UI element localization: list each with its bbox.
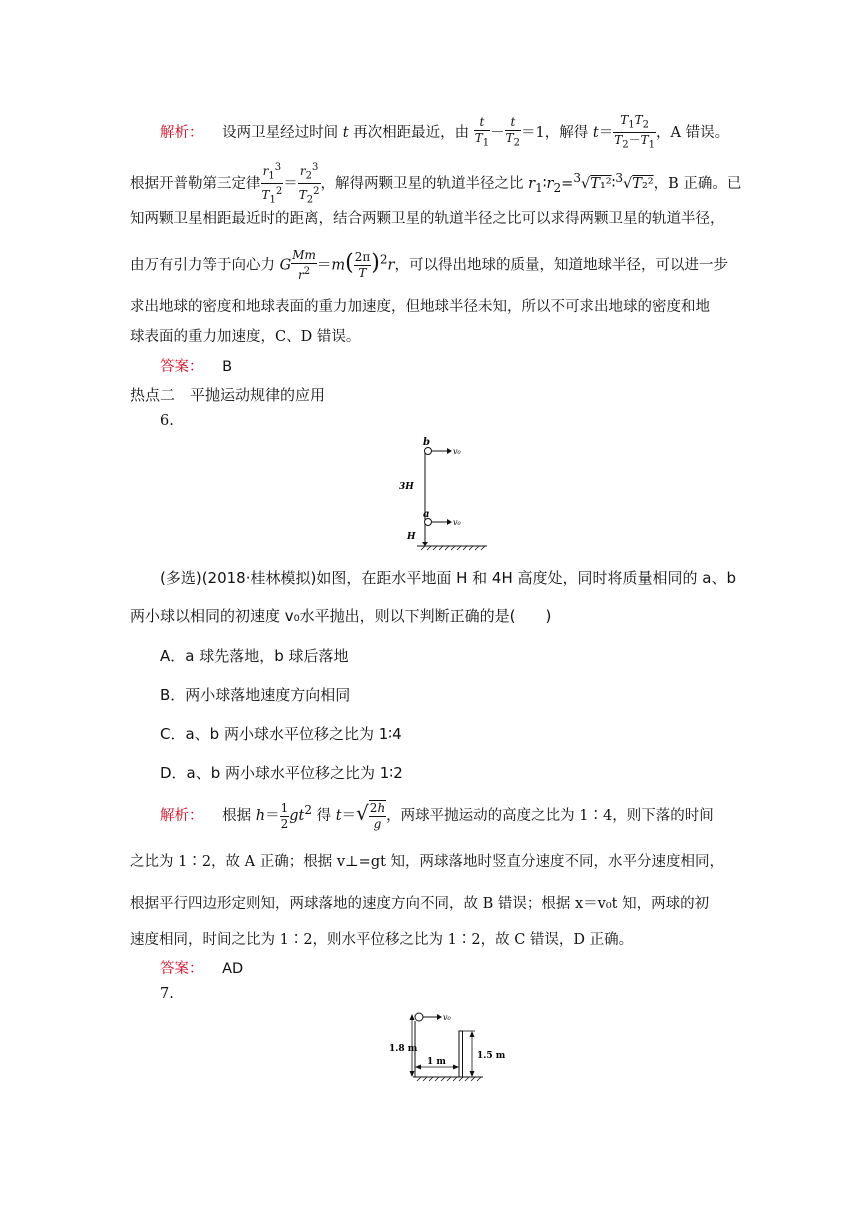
q6-option-c[interactable]: C．a、b 两小球水平位移之比为 1∶4 bbox=[160, 725, 402, 743]
q6-option-a[interactable]: A．a 球先落地，b 球后落地 bbox=[160, 647, 349, 665]
q7-label-distance: 1 m bbox=[427, 1057, 446, 1067]
label-v0-a: v₀ bbox=[453, 518, 461, 527]
q5-answer-value: B bbox=[222, 359, 233, 375]
q7-wall bbox=[459, 1031, 463, 1077]
q5-analysis-line-2: 根据开普勒第三定律 $\frac{r_1^3}{T_1^2}$ ＝ $\frac{r_2^3}{T_2^2}$ ，解得两颗卫星的轨道半径之比 $r_1∶r_2=^3√T_1^2∶^3√T_2^2$，B 正确。已 bbox=[130, 162, 742, 206]
q6-analysis-line-1: 解析： 根据 h＝ $\frac{1}{2}$ $gt^2$ 得 t＝√ $\frac{2h}{g}$ ，两球平抛运动的高度之比为 1∶4，则下落的时间 bbox=[160, 800, 714, 831]
label-v0-b: v₀ bbox=[453, 447, 461, 456]
q6-text: ，两球平抛运动的高度之比为 1∶4，则下落的时间 bbox=[386, 808, 714, 824]
q5-analysis-line-4: 由万有引力等于向心力 G $\frac{Mm}{r^2}$ ＝m( $\frac{2\pi}{T}$ )$^2$r，可以得出地球的质量，知道地球半径，可以进一步 bbox=[130, 248, 728, 282]
label-H: H bbox=[407, 532, 416, 542]
q6-option-b[interactable]: B．两小球落地速度方向相同 bbox=[160, 686, 351, 704]
q7-label-v0: v₀ bbox=[443, 1013, 451, 1022]
q6-stem-line-2: 两小球以相同的初速度 v₀水平抛出，则以下判断正确的是( ) bbox=[130, 607, 552, 625]
q5-text: ，A 错误。 bbox=[656, 124, 730, 141]
q5-analysis-line-6: 球表面的重力加速度，C、D 错误。 bbox=[130, 329, 361, 345]
q5-analysis-label: 解析： bbox=[160, 124, 204, 141]
q5-analysis-line-1: 解析： 设两卫星经过时间 t 再次相距最近，由 $\frac{t}{T_1}$ － $\frac{t}{T_2}$ ＝1，解得 t＝ $\frac{T_1T_2}{T_2-T_1}$ ，A 错误。 bbox=[160, 113, 730, 151]
q5-text: ＝1，解得 bbox=[521, 124, 593, 141]
q6-analysis-line-3: 根据平行四边形定则知，两球落地的速度方向不同，故 B 错误；根据 x＝v₀t 知，两球的初 bbox=[130, 896, 710, 912]
q5-text: ，解得两颗卫星的轨道半径之比 bbox=[320, 175, 529, 192]
q6-option-d[interactable]: D．a、b 两小球水平位移之比为 1∶2 bbox=[160, 764, 403, 782]
q7-label-height: 1.8 m bbox=[389, 1044, 418, 1054]
ball-b bbox=[425, 448, 432, 455]
q6-number: 6. bbox=[160, 413, 174, 429]
q6-figure bbox=[395, 432, 495, 552]
q5-analysis-line-3: 知两颗卫星相距最近时的距离，结合两颗卫星的轨道半径之比可以求得两颗卫星的轨道半径， bbox=[130, 211, 725, 227]
q6-answer-value: AD bbox=[222, 961, 244, 977]
section-heading: 热点二 平抛运动规律的应用 bbox=[130, 386, 326, 404]
q6-text: 得 bbox=[312, 808, 336, 824]
q6-answer bbox=[160, 957, 243, 978]
q6-stem-line-1: (多选)(2018·桂林模拟)如图，在距水平地面 H 和 4H 高度处，同时将质量相同的 a、b bbox=[160, 569, 737, 587]
q5-text: 设两卫星经过时间 bbox=[222, 124, 343, 141]
q5-text: ，B 正确。已 bbox=[653, 175, 742, 192]
q6-analysis-line-2: 之比为 1∶2，故 A 正确；根据 v⊥=gt 知，两球落地时竖直分速度不同，水平分速度相同， bbox=[130, 854, 725, 870]
q6-analysis-line-4: 速度相同，时间之比为 1∶2，则水平位移之比为 1∶2，故 C 错误，D 正确。 bbox=[130, 932, 634, 948]
label-3H: 3H bbox=[399, 482, 414, 492]
q7-ball bbox=[415, 1013, 423, 1021]
q7-figure bbox=[385, 1005, 515, 1090]
label-a: a bbox=[423, 509, 430, 520]
q5-text: 根据开普勒第三定律 bbox=[130, 175, 261, 192]
q5-analysis-line-5: 求出地球的密度和地球表面的重力加速度，但地球半径未知，所以不可求出地球的密度和地 bbox=[130, 299, 710, 315]
q6-analysis-label: 解析： bbox=[160, 808, 204, 824]
q5-text: 由万有引力等于向心力 bbox=[130, 257, 280, 274]
q7-number: 7. bbox=[160, 986, 174, 1002]
q6-answer-label: 答案： bbox=[160, 961, 204, 977]
q5-text: 再次相距最近，由 bbox=[348, 124, 470, 141]
q5-text: ，可以得出地球的质量，知道地球半径，可以进一步 bbox=[394, 257, 728, 274]
q5-answer-label: 答案： bbox=[160, 359, 204, 375]
q5-answer bbox=[160, 355, 232, 376]
q6-text: 根据 bbox=[222, 808, 256, 824]
label-b: b bbox=[423, 437, 430, 448]
q7-label-wall-height: 1.5 m bbox=[477, 1051, 506, 1061]
